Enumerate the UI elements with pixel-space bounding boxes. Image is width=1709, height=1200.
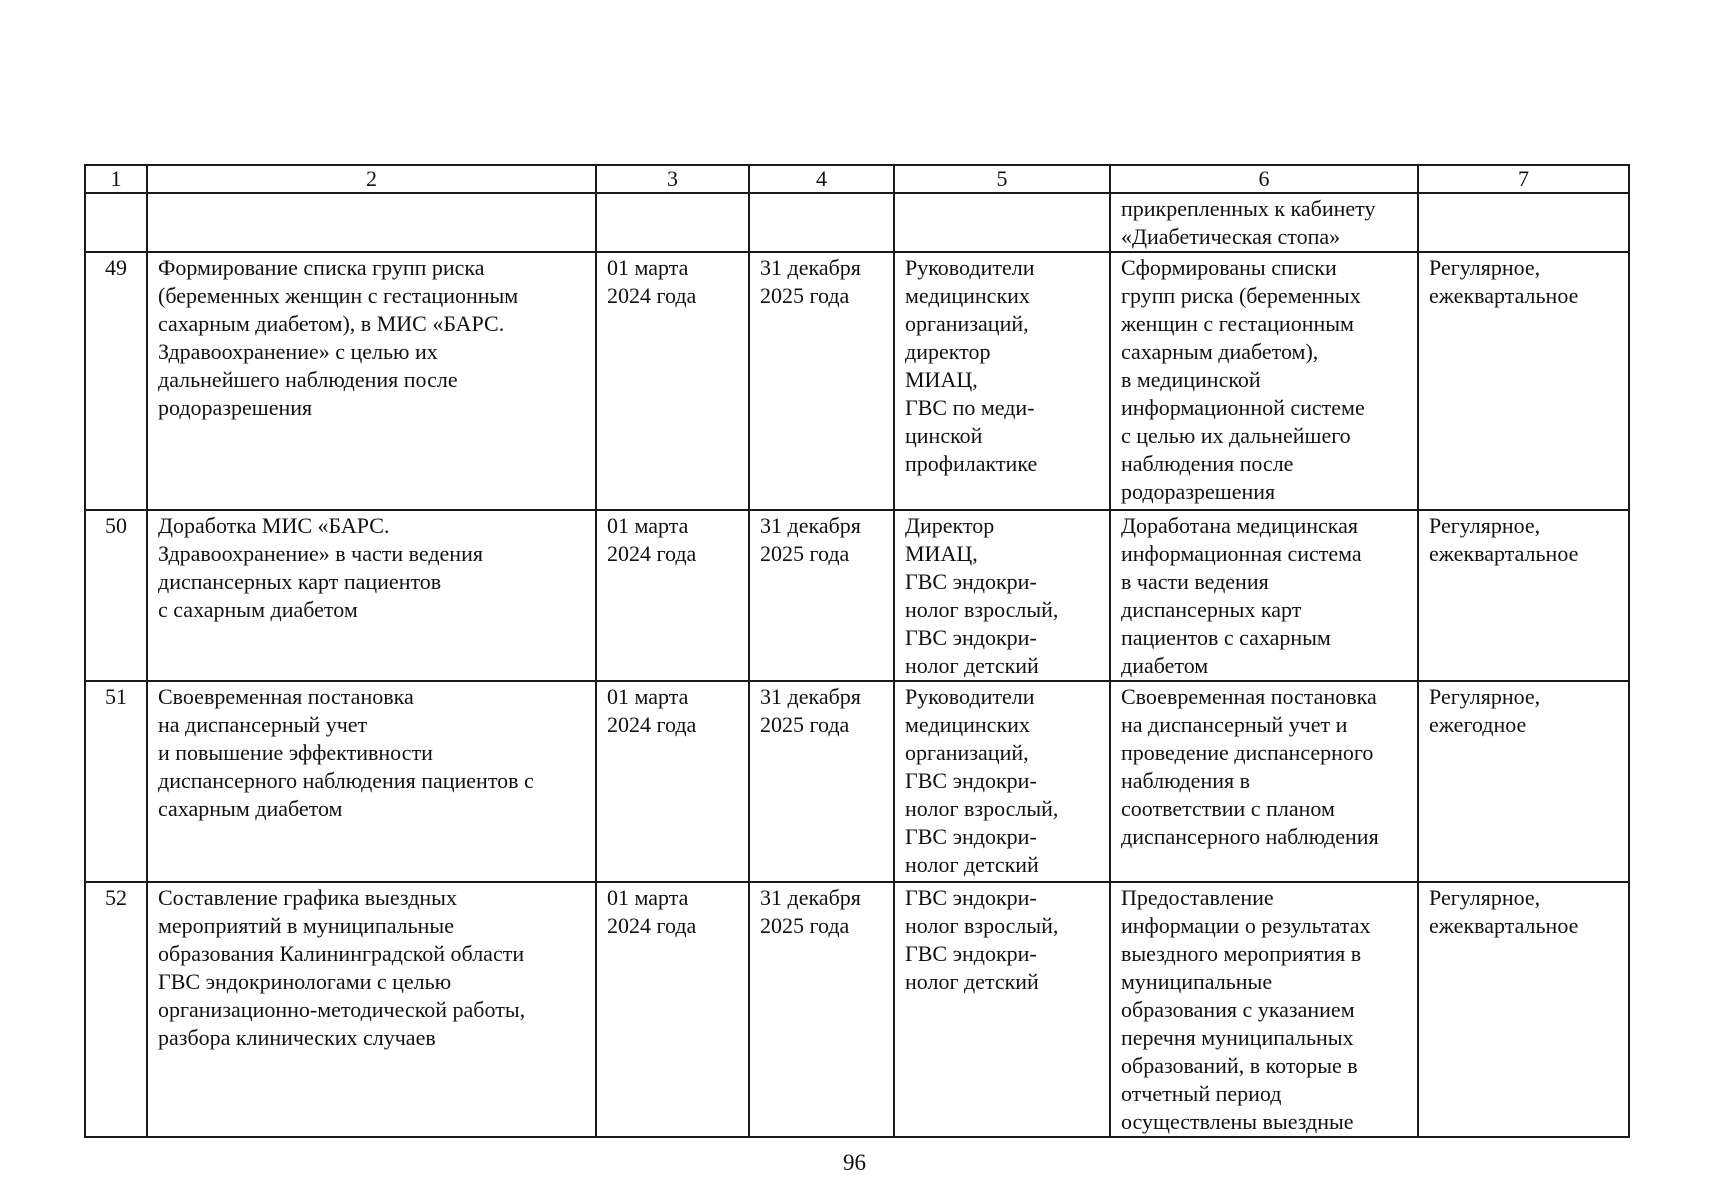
start-date-cell [596,193,749,252]
end-date-cell: 31 декабря 2025 года [749,882,894,1137]
task-cell: Формирование списка групп риска (беременных женщин с гестационным сахарным диабетом), в МИС «БАРС. Здравоохранение» с целью их дальнейшего наблюдения после родоразрешения [147,252,596,510]
table-row [85,681,1629,882]
column-number: 3 [596,165,749,193]
row-number-cell [85,193,147,252]
result-cell: прикрепленных к кабинету «Диабетическая стопа» [1110,193,1418,252]
start-date-cell: 01 марта 2024 года [596,252,749,510]
end-date-cell [749,193,894,252]
frequency-cell: Регулярное, ежеквартальное [1418,510,1629,681]
responsible-cell: Руководители медицинских организаций, директор МИАЦ, ГВС по меди- цинской профилактике [894,252,1110,510]
start-date-cell: 01 марта 2024 года [596,510,749,681]
column-number: 6 [1110,165,1418,193]
table-row [85,510,1629,681]
column-number: 2 [147,165,596,193]
task-cell: Своевременная постановка на диспансерный учет и повышение эффективности диспансерного наблюдения пациентов с сахарным диабетом [147,681,596,882]
end-date-cell: 31 декабря 2025 года [749,681,894,882]
result-cell: Доработана медицинская информационная система в части ведения диспансерных карт пациентов с сахарным диабетом [1110,510,1418,681]
start-date-cell: 01 марта 2024 года [596,882,749,1137]
table-row [85,882,1629,1137]
end-date-cell: 31 декабря 2025 года [749,252,894,510]
column-number-row [85,165,1629,193]
plan-table [84,164,1630,1138]
result-cell: Предоставление информации о результатах выездного мероприятия в муниципальные образования с указанием перечня муниципальных образований, в которые в отчетный период осуществлены выездные [1110,882,1418,1137]
row-number-cell: 52 [85,882,147,1137]
responsible-cell: ГВС эндокри- нолог взрослый, ГВС эндокри- нолог детский [894,882,1110,1137]
frequency-cell: Регулярное, ежеквартальное [1418,882,1629,1137]
frequency-cell [1418,193,1629,252]
row-number-cell: 51 [85,681,147,882]
row-number-cell: 50 [85,510,147,681]
frequency-cell: Регулярное, ежеквартальное [1418,252,1629,510]
page-number: 96 [843,1150,866,1175]
column-number: 5 [894,165,1110,193]
table-row-continuation [85,193,1629,252]
result-cell: Сформированы списки групп риска (беременных женщин с гестационным сахарным диабетом), в медицинской информационной системе с целью их дальнейшего наблюдения после родоразрешения [1110,252,1418,510]
result-cell: Своевременная постановка на диспансерный учет и проведение диспансерного наблюдения в соответствии с планом диспансерного наблюдения [1110,681,1418,882]
start-date-cell: 01 марта 2024 года [596,681,749,882]
frequency-cell: Регулярное, ежегодное [1418,681,1629,882]
column-number: 4 [749,165,894,193]
column-number: 1 [85,165,147,193]
task-cell: Составление графика выездных мероприятий в муниципальные образования Калининградской области ГВС эндокринологами с целью организационно-методической работы, разбора клинических случаев [147,882,596,1137]
table-row [85,252,1629,510]
end-date-cell: 31 декабря 2025 года [749,510,894,681]
task-cell [147,193,596,252]
responsible-cell: Директор МИАЦ, ГВС эндокри- нолог взрослый, ГВС эндокри- нолог детский [894,510,1110,681]
responsible-cell [894,193,1110,252]
responsible-cell: Руководители медицинских организаций, ГВС эндокри- нолог взрослый, ГВС эндокри- нолог детский [894,681,1110,882]
column-number: 7 [1418,165,1629,193]
task-cell: Доработка МИС «БАРС. Здравоохранение» в части ведения диспансерных карт пациентов с сахарным диабетом [147,510,596,681]
row-number-cell: 49 [85,252,147,510]
